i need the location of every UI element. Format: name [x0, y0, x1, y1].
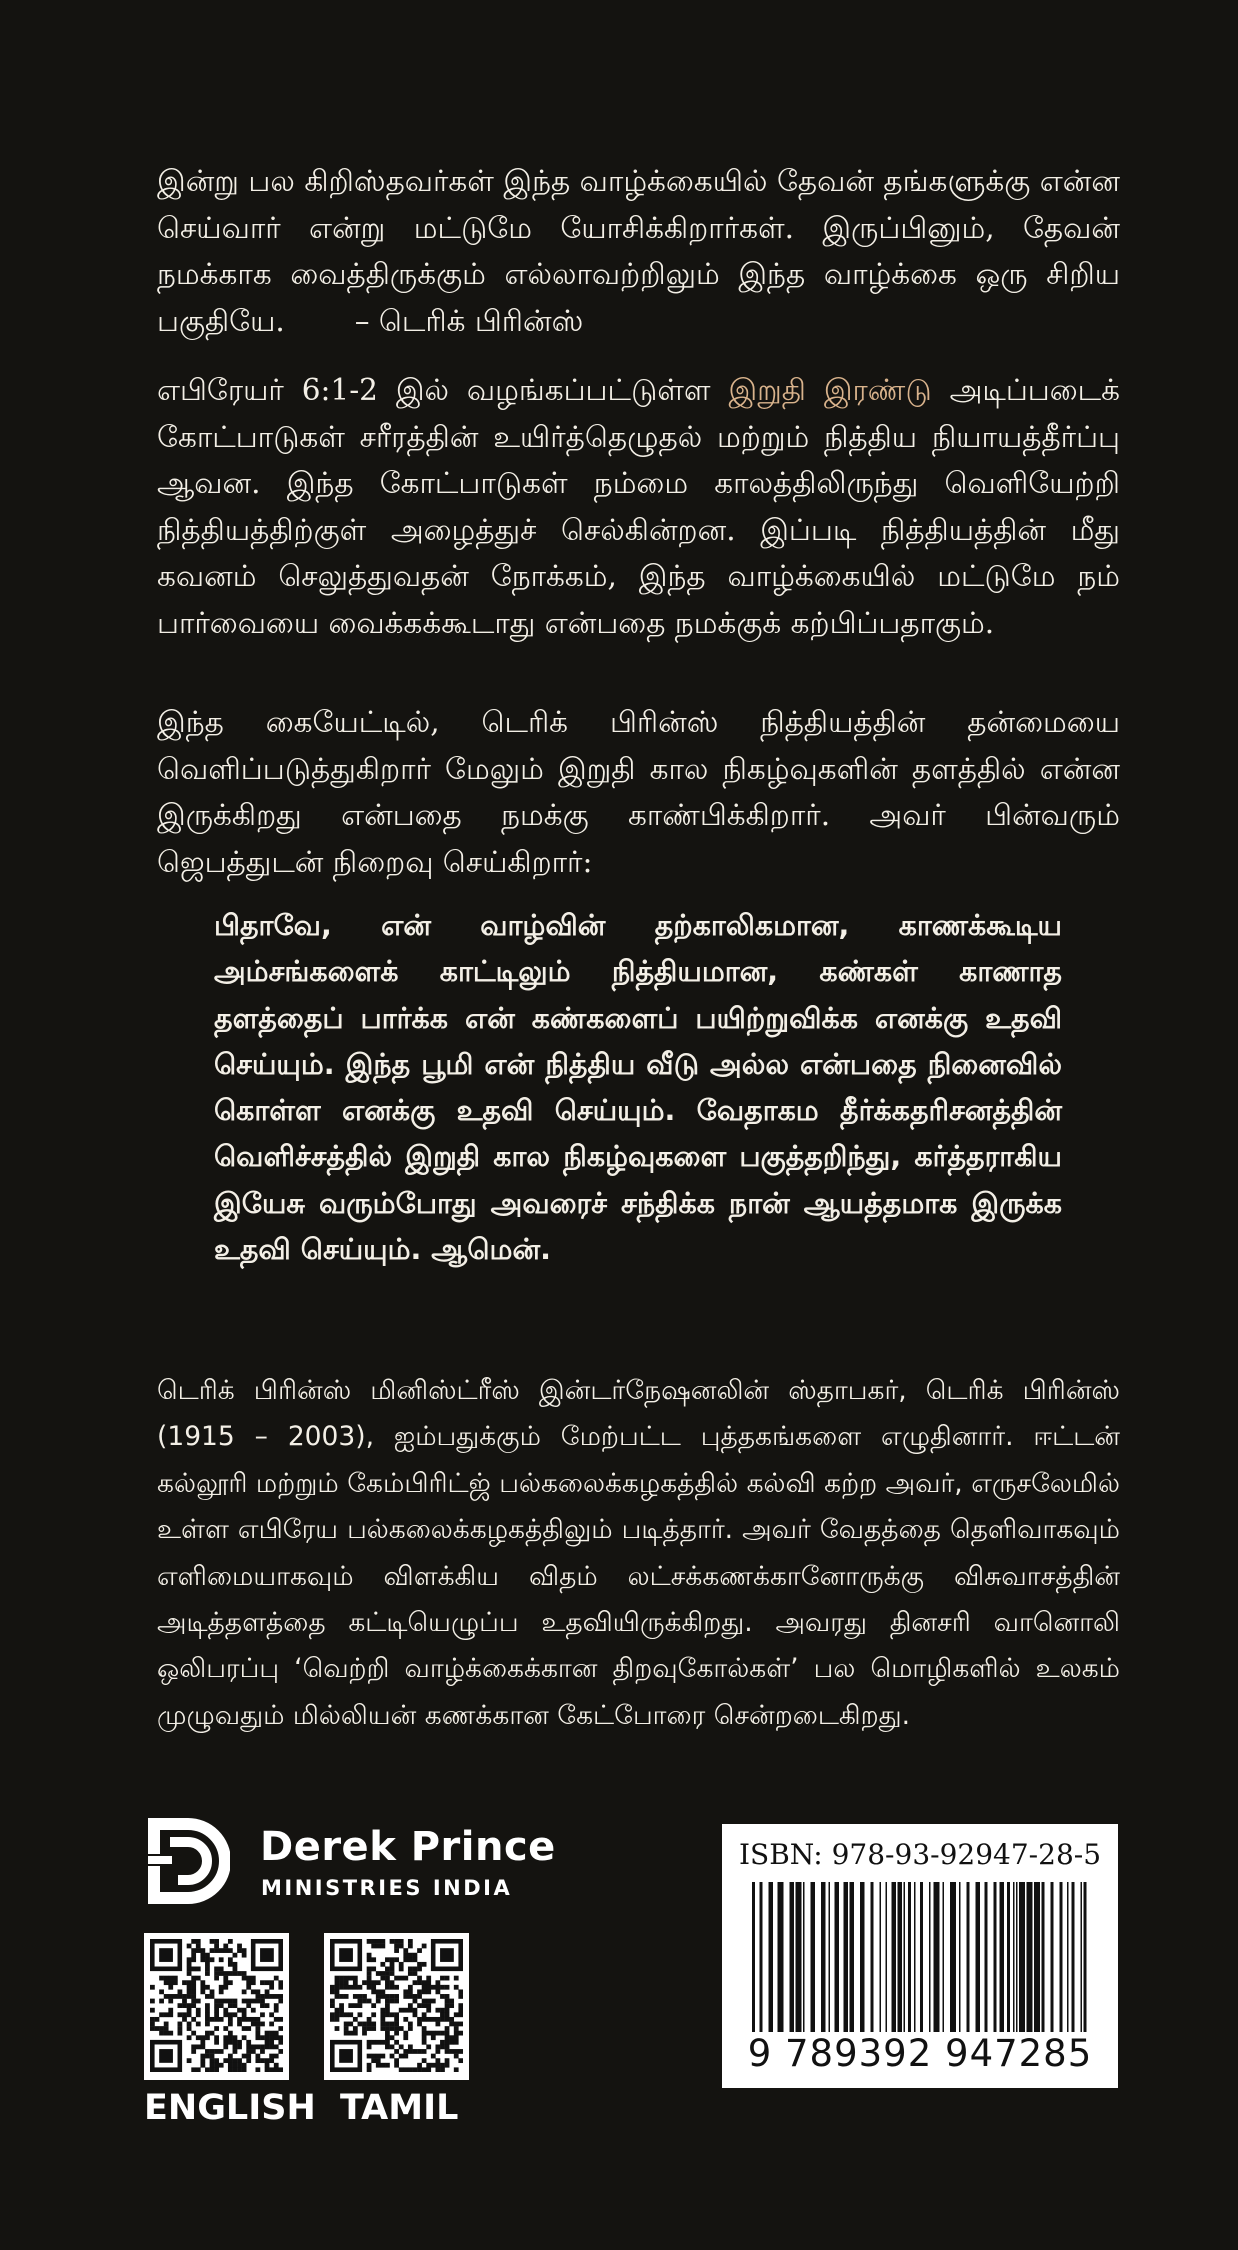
intro-paragraph [157, 367, 1120, 646]
publisher-logo [148, 1818, 556, 1908]
isbn-barcode-box [722, 1824, 1118, 2088]
isbn-label: ISBN: 978-93-92947-28-5 [738, 1838, 1102, 1871]
intro-highlight: இறுதி இரண்டு [728, 373, 932, 407]
author-bio: டெரிக் பிரின்ஸ் மினிஸ்ட்ரீஸ் இன்டர்நேஷனலின் ஸ்தாபகர், டெரிக் பிரின்ஸ் (1915 – 2003), ஐம்பதுக்கும் மேற்பட்ட புத்தகங்களை எழுதினார். ஈட்டன் கல்லூரி மற்றும் கேம்பிரிட்ஜ் பல்கலைக்கழகத்தில் கல்வி கற்ற அவர், எருசலேமில் உள்ள எபிரேய பல்கலைக்கழகத்திலும் படித்தார். அவர் வேதத்தை தெளிவாகவும் எளிமையாகவும் விளக்கிய விதம் லட்சக்கணக்கானோருக்கு விசுவாசத்தின் அடித்தளத்தை கட்டியெழுப்ப உதவியிருக்கிறது. அவரது தினசரி வானொலி ஒலிபரப்பு ‘வெற்றி வாழ்க்கைக்கான திறவுகோல்கள்’ பல மொழிகளில் உலகம் முழுவதும் மில்லியன் கணக்கான கேட்போரை சென்றடைகிறது. [157, 1375, 1120, 1731]
derek-prince-logo-mark-icon [148, 1818, 230, 1904]
guide-paragraph: இந்த கையேட்டில், டெரிக் பிரின்ஸ் நித்தியத்தின் தன்மையை வெளிப்படுத்துகிறார் மேலும் இறுதி கால நிகழ்வுகளின் தளத்தில் என்ன இருக்கிறது என்பதை நமக்கு காண்பிக்கிறார். அவர் பின்வரும் ஜெபத்துடன் நிறைவு செய்கிறார்: [157, 705, 1120, 879]
closing-prayer: பிதாவே, என் வாழ்வின் தற்காலிகமான, காணக்கூடிய அம்சங்களைக் காட்டிலும் நித்தியமான, கண்கள் காணாத தளத்தைப் பார்க்க என் கண்களைப் பயிற்றுவிக்க எனக்கு உதவி செய்யும். இந்த பூமி என் நித்திய வீடு அல்ல என்பதை நினைவில் கொள்ள எனக்கு உதவி செய்யும். வேதாகம தீர்க்கதரிசனத்தின் வெளிச்சத்தில் இறுதி கால நிகழ்வுகளை பகுத்தறிந்து, கர்த்தராகிய இயேசு வரும்போது அவரைச் சந்திக்க நான் ஆயத்தமாக இருக்க உதவி செய்யும். ஆமென். [214, 909, 1062, 1267]
qr-label-english: ENGLISH [144, 2088, 316, 2128]
intro-text-before: எபிரேயர் 6:1-2 இல் வழங்கப்பட்டுள்ள [157, 373, 729, 407]
qr-code-english-icon[interactable] [144, 1933, 289, 2080]
brand-subtitle: MINISTRIES INDIA [261, 1876, 513, 1900]
barcode-icon [752, 1882, 1088, 2032]
qr-code-tamil-icon[interactable] [324, 1933, 469, 2080]
opening-quote [157, 158, 1120, 344]
brand-name: Derek Prince [260, 1824, 556, 1870]
quote-attribution: – டெரிக் பிரின்ஸ் [354, 303, 584, 338]
intro-text-after: அடிப்படைக் கோட்பாடுகள் சரீரத்தின் உயிர்த்தெழுதல் மற்றும் நித்திய நியாயத்தீர்ப்பு ஆவன. இந்த கோட்பாடுகள் நம்மை காலத்திலிருந்து வெளியேற்றி நித்தியத்திற்குள் அழைத்துச் செல்கின்றன. இப்படி நித்தியத்தின் மீது கவனம் செலுத்துவதன் நோக்கம், இந்த வாழ்க்கையில் மட்டுமே நம் பார்வையை வைக்கக்கூடாது என்பதை நமக்குக் கற்பிப்பதாகும். [157, 373, 1121, 640]
barcode-digits: 9 789392 947285 [747, 2032, 1093, 2075]
quote-text: இன்று பல கிறிஸ்தவர்கள் இந்த வாழ்க்கையில் தேவன் தங்களுக்கு என்ன செய்வார் என்று மட்டுமே யோசிக்கிறார்கள். இருப்பினும், தேவன் நமக்காக வைத்திருக்கும் எல்லாவற்றிலும் இந்த வாழ்க்கை ஒரு சிறிய பகுதியே. [157, 164, 1120, 338]
qr-label-tamil: TAMIL [340, 2088, 459, 2128]
